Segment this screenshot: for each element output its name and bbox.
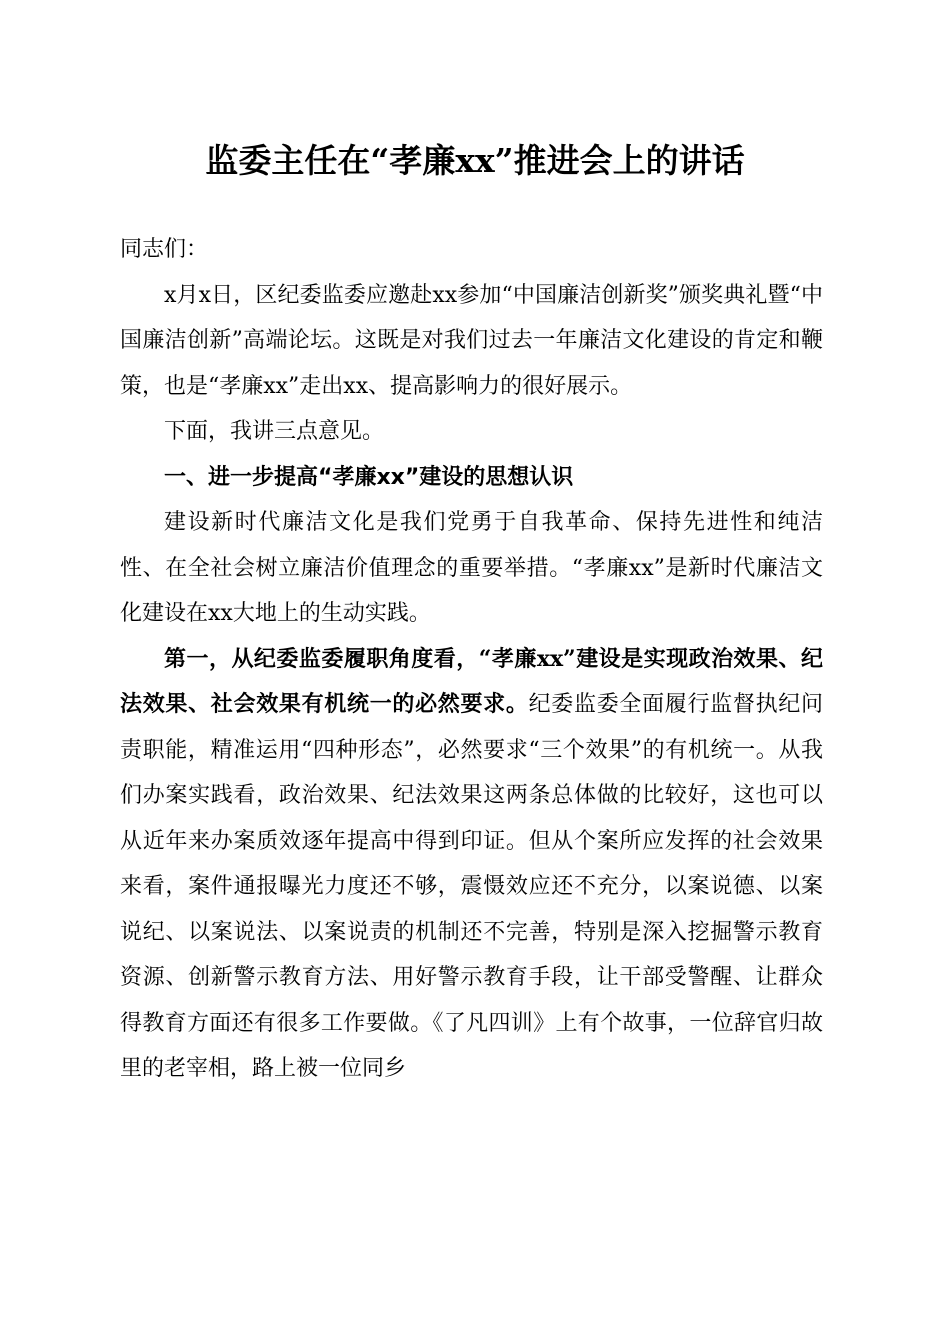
document-body: [120, 227, 823, 1092]
first-point-body: 纪委监委全面履行监督执纪问责职能，精准运用“四种形态”，必然要求“三个效果”的有机统一。从我们办案实践看，政治效果、纪法效果这两条总体做的比较好，这也可以从近年来办案质效逐年提高中得到印证。但从个案所应发挥的社会效果来看，案件通报曝光力度还不够，震慑效应还不充分，以案说德、以案说纪、以案说法、以案说责的机制还不完善，特别是深入挖掘警示教育资源、创新警示教育方法、用好警示教育手段，让干部受警醒、让群众得教育方面还有很多工作要做。《了凡四训》上有个故事，一位辞官归故里的老宰相，路上被一位同乡: [120, 692, 823, 1081]
paragraph-first-point: [120, 637, 823, 1092]
page-title: 监委主任在“孝廉xx”推进会上的讲话: [205, 141, 745, 180]
paragraph-intro: 下面，我讲三点意见。: [164, 419, 385, 444]
first-point-lead: 第一，从纪委监委履职角度看，“孝廉xx”建设是实现政治效果、纪法效果、社会效果有机统一的必然要求。: [120, 645, 823, 717]
paragraph-significance: 建设新时代廉洁文化是我们党勇于自我革命、保持先进性和纯洁性、在全社会树立廉洁价值理念的重要举措。“孝廉xx”是新时代廉洁文化建设在xx大地上的生动实践。: [120, 510, 823, 626]
salutation: 同志们：: [120, 237, 209, 262]
paragraph-award: x月x日，区纪委监委应邀赴xx参加“中国廉洁创新奖”颁奖典礼暨“中国廉洁创新”高端论坛。这既是对我们过去一年廉洁文化建设的肯定和鞭策，也是“孝廉xx”走出xx、提高影响力的很好展示。: [120, 282, 823, 399]
section-heading-1: 一、进一步提高“孝廉xx”建设的思想认识: [164, 464, 574, 490]
